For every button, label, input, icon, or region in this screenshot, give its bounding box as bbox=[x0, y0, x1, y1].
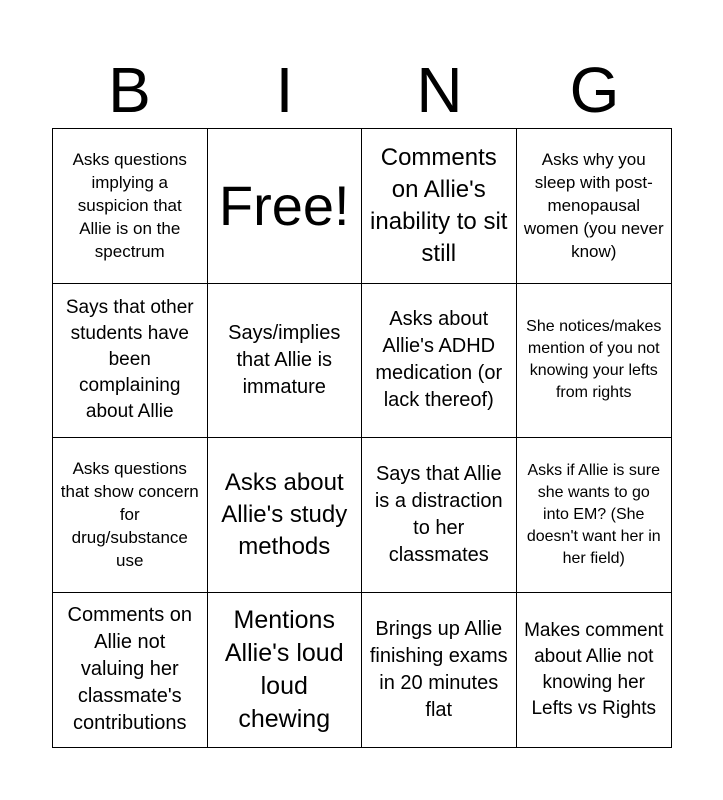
bingo-cell-text: Asks questions that show concern for drug/substance use bbox=[60, 459, 199, 571]
bingo-cell-text: Says/implies that Allie is immature bbox=[228, 321, 341, 398]
bingo-cell-text: She notices/makes mention of you not knowing your lefts from rights bbox=[526, 318, 662, 402]
header-letter-b: B bbox=[108, 54, 151, 126]
bingo-cell-text: Brings up Allie finishing exams in 20 minutes flat bbox=[369, 617, 508, 721]
bingo-cell[interactable] bbox=[362, 129, 517, 284]
bingo-header bbox=[52, 52, 672, 128]
bingo-cell-text: Asks questions implying a suspicion that Allie is on the spectrum bbox=[72, 150, 187, 262]
bingo-cell[interactable] bbox=[517, 129, 672, 284]
bingo-cell[interactable] bbox=[517, 593, 672, 748]
free-space-text: Free! bbox=[218, 173, 350, 237]
bingo-cell[interactable] bbox=[208, 438, 363, 593]
bingo-card-grid bbox=[52, 128, 672, 748]
free-space-cell[interactable] bbox=[208, 129, 363, 284]
bingo-cell-text: Mentions Allie's loud loud chewing bbox=[224, 605, 344, 733]
bingo-cell-text: Comments on Allie's inability to sit still bbox=[370, 143, 508, 267]
bingo-cell[interactable] bbox=[53, 593, 208, 748]
header-letter-g: G bbox=[569, 54, 620, 126]
bingo-cell[interactable] bbox=[53, 284, 208, 439]
bingo-cell-text: Says that Allie is a distraction to her classmates bbox=[374, 462, 503, 566]
header-letter-n: N bbox=[416, 54, 463, 126]
bingo-cell-text: Asks why you sleep with post-menopausal women (you never know) bbox=[523, 150, 664, 262]
bingo-cell[interactable] bbox=[517, 438, 672, 593]
bingo-cell[interactable] bbox=[208, 593, 363, 748]
bingo-cell[interactable] bbox=[53, 129, 208, 284]
bingo-cell[interactable] bbox=[362, 284, 517, 439]
bingo-cell[interactable] bbox=[517, 284, 672, 439]
bingo-cell-text: Comments on Allie not valuing her classmate's contributions bbox=[67, 604, 192, 735]
bingo-cell[interactable] bbox=[208, 284, 363, 439]
bingo-cell[interactable] bbox=[362, 593, 517, 748]
bingo-cell-text: Asks about Allie's ADHD medication (or lack thereof) bbox=[375, 308, 503, 412]
bingo-cell[interactable] bbox=[362, 438, 517, 593]
bingo-cell[interactable] bbox=[53, 438, 208, 593]
bingo-cell-text: Says that other students have been complaining about Allie bbox=[65, 297, 194, 423]
bingo-cell-text: Asks about Allie's study methods bbox=[221, 468, 348, 560]
bingo-cell-text: Makes comment about Allie not knowing her Lefts vs Rights bbox=[524, 619, 664, 719]
bingo-cell-text: Asks if Allie is sure she wants to go into EM? (She doesn't want her in her field) bbox=[526, 461, 661, 567]
header-letter-i: I bbox=[275, 54, 294, 126]
